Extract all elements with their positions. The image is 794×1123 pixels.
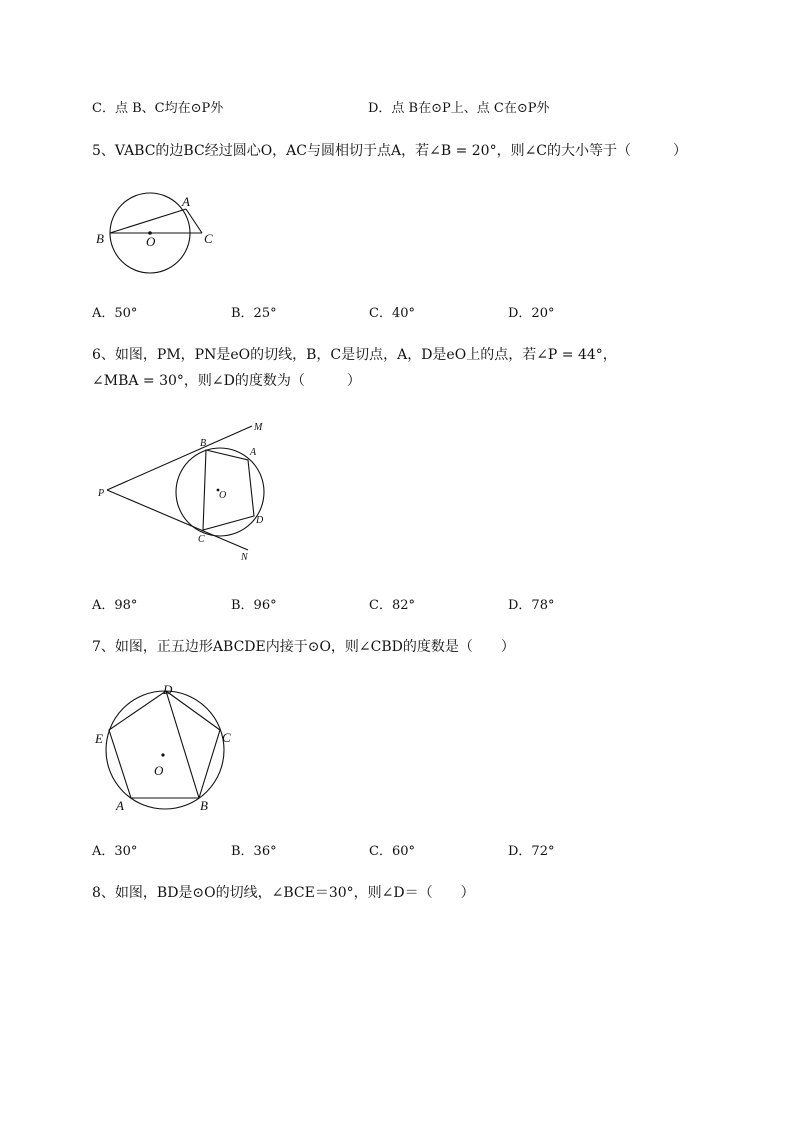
q6-label-m: M [254,422,263,433]
q6-figure [92,414,272,564]
q6-label-a: A [250,447,257,458]
q7-center-dot [161,753,164,756]
q7-diagonal-bd [166,691,199,798]
q6-tangent-pm [107,426,252,490]
q5-option-c: C．40° [369,306,415,321]
q6-label-o: O [219,490,227,501]
q5-option-a: A．50° [92,306,138,321]
q7-label-b: B [200,798,208,813]
q5-label-b: B [96,231,104,246]
q7-label-e: E [95,731,103,746]
q6-quadrilateral-badc [203,450,254,530]
q8-stem: 8、如图，BD是⊙O的切线，∠BCE＝30°，则∠D＝（ ） [92,885,475,901]
q4-option-c: C．点 B、C均在⊙P外 [92,101,224,116]
q5-option-b: B．25° [231,306,277,321]
q7-label-d: D [163,682,173,697]
q7-pentagon-abcde [109,691,220,798]
q7-option-c: C．60° [369,844,415,859]
q6-stem-line2: ∠MBA = 30°，则∠D的度数为（ ） [92,373,361,389]
q7-label-c: C [222,730,231,745]
q5-option-d: D．20° [508,306,555,321]
q7-option-a: A．30° [92,844,138,859]
q5-figure [92,188,222,278]
q7-label-a: A [116,798,124,813]
q6-option-b: B．96° [231,598,277,613]
q7-figure [92,680,242,820]
q5-label-c: C [204,231,213,246]
q6-label-n: N [241,552,248,563]
q5-segment-ba [110,209,186,233]
q5-label-o: O [146,234,156,249]
q7-circle [106,691,224,809]
q7-option-d: D．72° [508,844,555,859]
q7-option-b: B．36° [231,844,277,859]
q6-option-a: A．98° [92,598,138,613]
q7-label-o: O [154,763,164,778]
q6-label-b: B [200,438,207,449]
q6-option-c: C．82° [369,598,415,613]
q6-label-c: C [198,534,205,545]
q6-label-p: P [98,488,105,499]
q6-option-d: D．78° [508,598,555,613]
q7-stem: 7、如图，正五边形ABCDE内接于⊙O，则∠CBD的度数是（ ） [92,639,515,655]
q5-label-a: A [182,194,190,209]
q6-tangent-pn [107,490,248,550]
q6-stem-line1: 6、如图，PM，PN是eO的切线，B，C是切点，A，D是eO上的点，若∠P = 44°， [92,347,617,363]
q4-option-d: D．点 B在⊙P上、点 C在⊙P外 [368,101,550,116]
q6-label-d: D [256,515,264,526]
q5-stem: 5、VABC的边BC经过圆心O，AC与圆相切于点A，若∠B = 20°，则∠C的大小等于（ ） [92,143,688,159]
